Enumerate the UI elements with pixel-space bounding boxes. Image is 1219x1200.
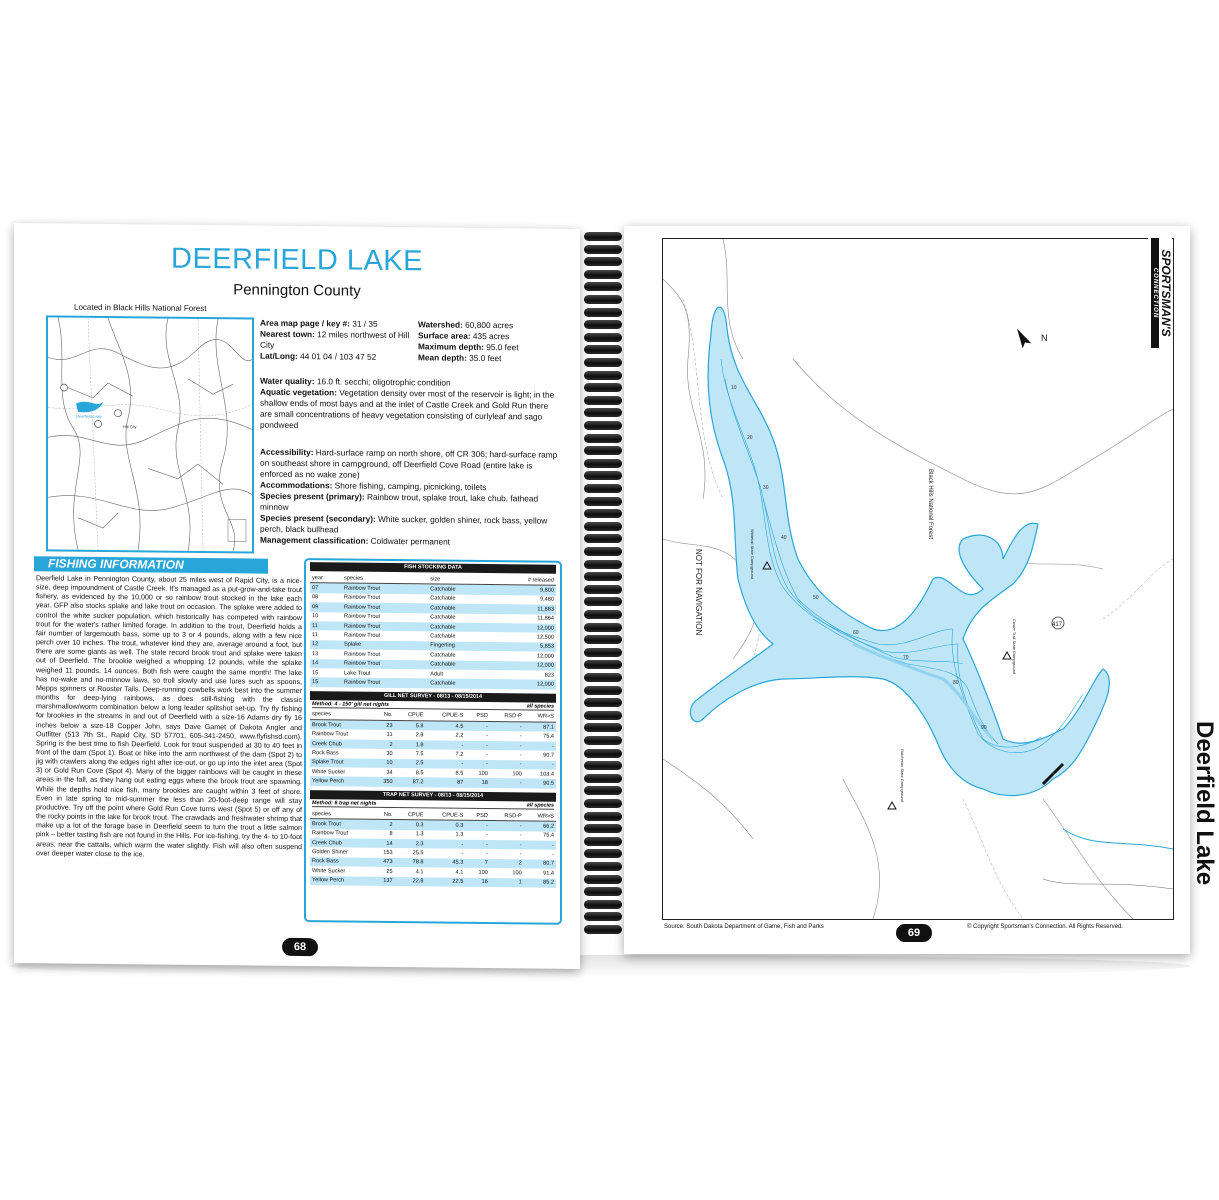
table-cell: - (524, 760, 556, 770)
svg-text:50: 50 (813, 595, 819, 601)
svg-text:30: 30 (763, 485, 769, 491)
table-cell: - (461, 850, 464, 857)
campground-label-2: Custer Trail State Campground (1012, 619, 1017, 675)
svg-text:40: 40 (781, 535, 787, 541)
table-cell: 350 (373, 777, 394, 787)
spiral-coil (584, 623, 622, 632)
table-cell: 4.1 (415, 869, 424, 876)
table-cell: Rainbow Trout (344, 651, 381, 658)
spiral-coil (584, 509, 622, 518)
spiral-coil (584, 497, 622, 506)
page-number-right: 69 (896, 924, 932, 942)
fact-species-primary: Species present (primary): Rainbow trout, splake trout, lake chub, fathead minnow (260, 490, 539, 512)
table-cell: 8 (389, 831, 393, 838)
table-header-cell: CPUE (395, 810, 426, 820)
spiral-coil (584, 610, 622, 619)
table-cell: 11 (310, 621, 342, 631)
spiral-coil (584, 232, 622, 241)
spiral-coil (584, 912, 622, 921)
table-cell: - (524, 840, 556, 850)
table-header-cell: CPUE-S (426, 711, 466, 721)
table-header-cell: RSD-P (490, 811, 524, 821)
table-cell: 1 (490, 878, 524, 888)
fact-watershed: Watershed: 60,800 acres (418, 319, 514, 331)
locator-lake-label: Deerfield Lake (76, 413, 102, 419)
spiral-coil (584, 396, 622, 405)
table-cell: Rainbow Trout (342, 583, 428, 594)
table-cell: - (552, 851, 554, 858)
table-cell: - (486, 733, 488, 740)
table-header-cell: WR>S (524, 811, 556, 821)
table-header-cell: CPUE-S (426, 810, 466, 820)
table-cell: 100 (478, 770, 488, 777)
table-cell: Golden Shiner (312, 849, 348, 856)
table-cell: 78.8 (395, 858, 426, 868)
spiral-coil (584, 333, 622, 342)
trap-title: TRAP NET SURVEY - 08/13 - 08/15/2014 (310, 790, 556, 802)
fact-vegetation: Aquatic vegetation: Vegetation density over most of the reservoir is light; in the shallow ends of most bays and at the inlet of Castle Creek and Gold Run there are small concentrations of heavy vegetation consisting of curlyleaf and sago pondweed (260, 386, 555, 431)
spiral-coil (584, 597, 622, 606)
table-cell: 45.3 (426, 858, 466, 868)
spiral-coil (584, 698, 622, 707)
right-page (624, 226, 1218, 954)
spiral-coil (584, 471, 622, 480)
table-cell: - (519, 752, 522, 759)
table-cell: 2.5 (395, 759, 426, 769)
table-cell: Adult (430, 670, 444, 678)
table-cell: Fingerling (428, 641, 491, 651)
fact-surface-area: Surface area: 435 acres (418, 330, 510, 342)
spiral-coil (584, 761, 622, 770)
table-cell: Rainbow Trout (344, 632, 381, 639)
spiral-coil (584, 459, 622, 468)
table-cell: Rainbow Trout (312, 830, 349, 837)
table-cell: 90.7 (543, 752, 554, 759)
spiral-coil (584, 560, 622, 569)
table-cell: 91.4 (543, 870, 554, 877)
spiral-coil (584, 849, 622, 858)
spiral-coil (584, 522, 622, 531)
table-cell: 11,883 (491, 604, 556, 614)
table-cell: Catchable (428, 679, 491, 689)
table-cell: 100 (478, 869, 488, 876)
page-number-left: 68 (282, 938, 318, 956)
road-marker-label: 417 (1052, 622, 1063, 628)
spiral-coil (584, 585, 622, 594)
spiral-coil (584, 635, 622, 644)
table-cell: 153 (383, 849, 393, 857)
spiral-coil (584, 446, 622, 455)
table-cell: 15 (312, 669, 319, 676)
survey-tables (304, 558, 562, 925)
table-cell: 12,000 (491, 661, 556, 671)
table-cell: Catchable (430, 595, 456, 603)
spiral-coil (584, 660, 622, 669)
table-cell: - (490, 722, 524, 732)
lake-map (662, 238, 1174, 920)
spiral-coil (584, 371, 622, 380)
facts-location (260, 318, 420, 364)
spiral-coil (584, 824, 622, 833)
table-cell: 7.5 (415, 751, 424, 758)
table-header-cell: species (310, 710, 373, 721)
table-cell: 1.3 (415, 831, 424, 838)
fact-latlong: Lat/Long: 44 01 04 / 103 47 52 (260, 350, 377, 362)
table-cell: 30 (386, 750, 393, 757)
campground-label-1: Whitetail State Campground (750, 529, 755, 580)
spiral-coil (584, 673, 622, 682)
table-cell: Rainbow Trout (312, 731, 349, 738)
campground-label-3: Dutchman State Campground (900, 749, 905, 802)
table-cell: Rainbow Trout (342, 621, 428, 631)
table-cell: - (519, 733, 522, 740)
table-cell: 12,000 (536, 653, 554, 660)
gill-method: Method: 4 - 150' gill net nights all species (312, 700, 554, 710)
campground-icon (1003, 652, 1011, 659)
trap-table (310, 809, 556, 888)
table-header-cell: RSD-P (490, 712, 524, 722)
table-cell: 7 (465, 859, 490, 869)
spiral-coil (584, 900, 622, 909)
table-cell: - (426, 759, 466, 769)
table-cell: 09 (310, 602, 342, 612)
table-cell: Catchable (428, 660, 491, 670)
table-cell: 4.1 (455, 869, 464, 876)
spiral-coil (584, 786, 622, 795)
forest-label: Black Hills National Forest (927, 469, 933, 540)
copyright: © Copyright Sportsman's Connection. All Rights Reserved. (967, 924, 1123, 930)
table-cell: Yellow Perch (310, 876, 373, 886)
table-cell: Splake Trout (310, 758, 373, 768)
table-cell: 4.5 (426, 721, 466, 731)
map-side-title: Deerfield Lake (1191, 721, 1218, 886)
svg-text:90: 90 (981, 725, 987, 731)
spiral-coil (584, 887, 622, 896)
table-cell: - (465, 840, 490, 850)
spiral-coil (584, 270, 622, 279)
svg-text:20: 20 (747, 435, 753, 441)
spiral-coil (584, 383, 622, 392)
table-cell: 8.5 (415, 769, 424, 777)
table-cell: Yellow Perch (310, 777, 373, 787)
table-header-cell: CPUE (395, 711, 426, 721)
table-cell: Catchable (430, 633, 456, 640)
table-cell: - (486, 832, 488, 839)
spiral-binding (580, 228, 626, 944)
table-cell: - (465, 741, 490, 751)
table-cell: - (524, 741, 556, 751)
table-cell: 5,853 (491, 642, 556, 652)
locator-map (46, 315, 254, 553)
spiral-coil (584, 547, 622, 556)
spiral-coil (584, 434, 622, 443)
table-cell: - (490, 821, 524, 831)
table-cell: 22.8 (395, 877, 426, 887)
fact-mean-depth: Mean depth: 35.0 feet (418, 352, 502, 364)
table-cell: Brook Trout (310, 819, 373, 830)
table-cell: 07 (310, 583, 342, 593)
table-header-cell: species (342, 573, 428, 584)
spiral-coil (584, 648, 622, 657)
spiral-coil (584, 358, 622, 367)
table-cell: Creek Chub (310, 838, 373, 848)
table-cell: Splake (342, 640, 428, 650)
table-cell: 0.3 (426, 820, 466, 830)
spiral-coil (584, 749, 622, 758)
table-cell: 12,000 (491, 679, 556, 689)
table-row (310, 777, 556, 789)
table-cell: - (465, 820, 490, 830)
table-cell: 2 (373, 740, 394, 750)
table-header-cell: WR>S (524, 712, 556, 722)
table-cell: 2 (490, 859, 524, 869)
spiral-coil (584, 925, 622, 934)
table-cell: 87 (426, 778, 466, 788)
spiral-coil (584, 736, 622, 745)
table-cell: Rainbow Trout (344, 613, 381, 621)
table-cell: 5.8 (395, 721, 426, 731)
table-cell: 823 (544, 672, 554, 679)
table-cell: 34 (386, 769, 393, 776)
table-cell: Rainbow Trout (342, 603, 428, 613)
table-cell: Catchable (428, 604, 491, 614)
table-cell: - (490, 778, 524, 788)
table-header-cell: year (310, 573, 342, 583)
table-cell: 15 (310, 677, 342, 687)
table-header-cell: species (310, 809, 373, 820)
spiral-coil (584, 837, 622, 846)
table-cell: 2.3 (395, 839, 426, 849)
table-cell: Catchable (428, 584, 491, 595)
spiral-coil (584, 875, 622, 884)
table-header-cell: PSD (465, 711, 490, 721)
table-cell: 2 (373, 820, 394, 830)
table-cell: White Sucker (312, 868, 346, 875)
facts-size (418, 319, 558, 364)
table-cell: 85.2 (524, 878, 556, 888)
spiral-coil (584, 282, 622, 291)
fact-accessibility: Accessibility: Hard-surface ramp on north shore, off CR 306; hard-surface ramp on southeast shore in campground, off Deerfield Cove Road (entire lake is enforced as no wake zone) (260, 446, 558, 480)
svg-text:80: 80 (953, 680, 959, 686)
facts-access (260, 447, 560, 549)
county-subtitle: Pennington County (233, 281, 361, 300)
stocking-table (310, 573, 556, 689)
table-cell: 23 (373, 720, 394, 730)
table-cell: 25 (386, 868, 393, 875)
svg-text:70: 70 (903, 655, 909, 661)
spiral-coil (584, 320, 622, 329)
trap-method: Method: 6 trap net nights all species (312, 799, 554, 809)
table-cell: 14 (310, 659, 342, 669)
table-cell: 75.4 (543, 733, 554, 740)
table-cell: 8.5 (455, 770, 464, 777)
table-cell: Rainbow Trout (342, 678, 428, 688)
table-cell: 2.8 (415, 732, 424, 739)
table-cell: 66.2 (524, 821, 556, 831)
stocking-title: FISH STOCKING DATA (310, 562, 556, 574)
spiral-coil (584, 295, 622, 304)
map-source: Source: South Dakota Department of Game, Fish and Parks (664, 924, 824, 930)
table-cell: - (490, 741, 524, 751)
table-row (310, 677, 556, 689)
fact-nearest-town: Nearest town: 12 miles northwest of Hill City (260, 328, 410, 350)
table-cell: Catchable (430, 614, 456, 621)
north-arrow-icon (1013, 326, 1032, 348)
table-header-cell: PSD (465, 811, 490, 821)
table-row (310, 876, 556, 888)
table-cell: - (519, 851, 522, 858)
svg-text:60: 60 (853, 630, 859, 636)
table-cell: Creek Chub (310, 739, 373, 749)
table-cell: 1.8 (395, 740, 426, 750)
table-cell: - (426, 839, 466, 849)
table-cell: 80.7 (524, 859, 556, 869)
table-cell: Catchable (428, 622, 491, 632)
table-cell: - (486, 851, 488, 858)
table-cell: 11 (386, 732, 393, 739)
table-cell: 10 (312, 613, 319, 620)
spiral-coil (584, 257, 622, 266)
spiral-coil (584, 484, 622, 493)
table-cell: - (465, 721, 490, 731)
table-cell: 9,480 (540, 597, 554, 604)
svg-text:10: 10 (731, 385, 737, 391)
table-cell: 103.4 (540, 771, 554, 778)
left-page (14, 223, 580, 969)
table-cell: - (465, 759, 490, 769)
spiral-coil (584, 686, 622, 695)
table-cell: Catchable (430, 652, 456, 659)
spiral-coil (584, 345, 622, 354)
table-cell: - (519, 832, 522, 839)
table-cell: 10 (373, 758, 394, 768)
table-cell: 7.2 (455, 751, 464, 758)
campground-icon (888, 802, 896, 809)
table-cell: - (486, 751, 488, 758)
spiral-coil (584, 711, 622, 720)
table-cell: 90.5 (524, 779, 556, 789)
table-cell: Rock Bass (312, 750, 339, 757)
table-cell: Rainbow Trout (344, 594, 381, 602)
table-cell: 1.3 (455, 831, 464, 839)
table-cell: 87.2 (395, 777, 426, 787)
table-cell: 9,800 (491, 585, 556, 596)
fact-species-secondary: Species present (secondary): White sucker, golden shiner, rock bass, yellow perch, black bullhead (260, 512, 548, 535)
table-header-cell: No. (373, 710, 394, 720)
spiral-coil (584, 408, 622, 417)
page-title: DEERFIELD LAKE (171, 242, 423, 278)
north-label: N (1041, 333, 1048, 343)
table-cell: - (490, 760, 524, 770)
table-cell: - (490, 840, 524, 850)
fishing-info-header: FISHING INFORMATION (34, 556, 268, 573)
table-cell: 11,864 (537, 615, 554, 622)
table-cell: 0.3 (395, 820, 426, 830)
table-cell: 2.2 (455, 732, 464, 739)
table-cell: 25.5 (412, 850, 424, 857)
table-header-cell: # released (491, 575, 556, 586)
fact-max-depth: Maximum depth: 95.0 feet (418, 341, 519, 353)
table-cell: 87.1 (524, 722, 556, 732)
locator-town-label: Hill City (123, 424, 137, 430)
table-cell: 12 (310, 640, 342, 650)
fishing-info-text: Deerfield Lake in Pennington County, about 25 miles west of Rapid City, is a nice-size, deep impoundment of Castle Creek. It's managed as a put-grow-and-take trout fishery, as evidenced by the 10,000 or so rainbow trout stocked in the lake each year. GFP also stocks splake and lake trout on occasion. The splake were added to control the white sucker population, which historically has competed with rainbow trout for the water's rather limited forage. In addition to the trout, Deerfield holds a fair number of largemouth bass, some up to 3 or 4 pounds, along with a few nice perch over 10 inches. The trout, whatever kind they are, average around a foot, but there are some giants as well. The state record brook trout and splake were taken out of Deerfield. The brookie weighed a whopping 12 pounds, while the splake weighed 11 pounds, 14 ounces. Both fish were caught the same month! The lake has no-wake and no-minnow laws, so troll slowly and use lures such as spoons, Mepps spinners or Rooster Tails. Deep-running cowbells work best into the summer months for deep-lying rainbows, as does still-fishing with the classic marshmallow/worm combination below a long leader splitshot set-up. Try fly fishing for brookies in the streams in and out of Deerfield with a size-16 Adams dry fly 16 inches below a size-18 Copper John, says Dave Gamet of Dakota Angler and Outfitter (513 7th St., Rapid City, SD 57701, 605-341-2450, www.flyfishsd.com). Spring is the best time to fish Deerfield. Look for trout suspended at 30 to 40 feet in front of the dam (Spot 1). Boat or hike into the arm northwest of the dam (Spot 2) to jig with crawlers along the edges right after ice-out, or go up into the inlet area (Spot 3) or Gold Run Cove (Spot 4). Many of the bigger rainbows will be caught in these areas in the fall, as they hang out eating eggs where the brook trout are spawning. While the depths hold nice fish, many brookies are caught within 3 feet of shore. Even in late spring to mid-summer the less than 20-foot-deep range will stay productive. Try off the point where Gold Run Cove turns west (Spot 5) or off any of the rocky points in the lake for brook trout. The crawdads and freshwater shrimp that make up a lot of the forage base in Deerfield seem to turn the trout a little salmon pink – better tasting fish are not found in the Hills. For ice-fishing, try the 4- to 10-foot areas, near the cattails, which warm the water slightly. Fish will also often suspend over deeper water close to the ice. (36, 574, 302, 859)
fact-management: Management classification: Coldwater permanent (260, 534, 450, 547)
spiral-coil (584, 862, 622, 871)
table-cell: 18 (465, 778, 490, 788)
table-header-cell: size (428, 574, 491, 585)
table-cell: 12,500 (536, 634, 554, 641)
spiral-coil (584, 245, 622, 254)
table-cell: 11 (312, 632, 318, 639)
table-cell: 22.5 (426, 877, 466, 887)
table-cell: 08 (312, 594, 319, 601)
spiral-coil (584, 799, 622, 808)
table-cell: 12,000 (491, 623, 556, 633)
table-cell: 473 (373, 858, 394, 868)
table-cell: Brook Trout (310, 720, 373, 731)
spiral-coil (584, 308, 622, 317)
table-cell: Rainbow Trout (342, 659, 428, 669)
table-cell: - (426, 740, 466, 750)
not-for-navigation-label: NOT FOR NAVIGATION (694, 549, 703, 636)
fact-water-quality: Water quality: 16.0 ft. secchi; oligotrophic condition (260, 375, 451, 388)
spiral-coil (584, 534, 622, 543)
table-header-cell: No. (373, 810, 394, 820)
located-caption: Located in Black Hills National Forest (74, 302, 207, 314)
table-cell: White Sucker (312, 768, 346, 776)
table-cell: 137 (373, 876, 394, 886)
table-cell: 100 (512, 870, 522, 877)
table-cell: 14 (373, 839, 394, 849)
brand-logo: SPORTSMAN'S CONNECTION (1148, 238, 1172, 348)
gill-title: GILL NET SURVEY - 08/13 - 08/15/2014 (310, 691, 556, 703)
spiral-coil (584, 421, 622, 430)
spiral-coil (584, 723, 622, 732)
table-cell: 13 (312, 650, 319, 658)
facts-water (260, 376, 560, 434)
table-cell: 100 (512, 770, 522, 778)
spiral-coil (584, 572, 622, 581)
table-cell: Rock Bass (310, 857, 373, 867)
fact-area-map: Area map page / key #: 31 / 35 (260, 317, 378, 329)
gill-table (310, 710, 556, 789)
table-cell: 16 (465, 877, 490, 887)
spiral-coil (584, 812, 622, 821)
table-cell: Lake Trout (344, 670, 371, 677)
fact-accommodations: Accommodations: Shore fishing, camping, picnicking, toilets (260, 479, 487, 492)
spiral-coil (584, 774, 622, 783)
table-cell: 75.4 (543, 832, 554, 839)
